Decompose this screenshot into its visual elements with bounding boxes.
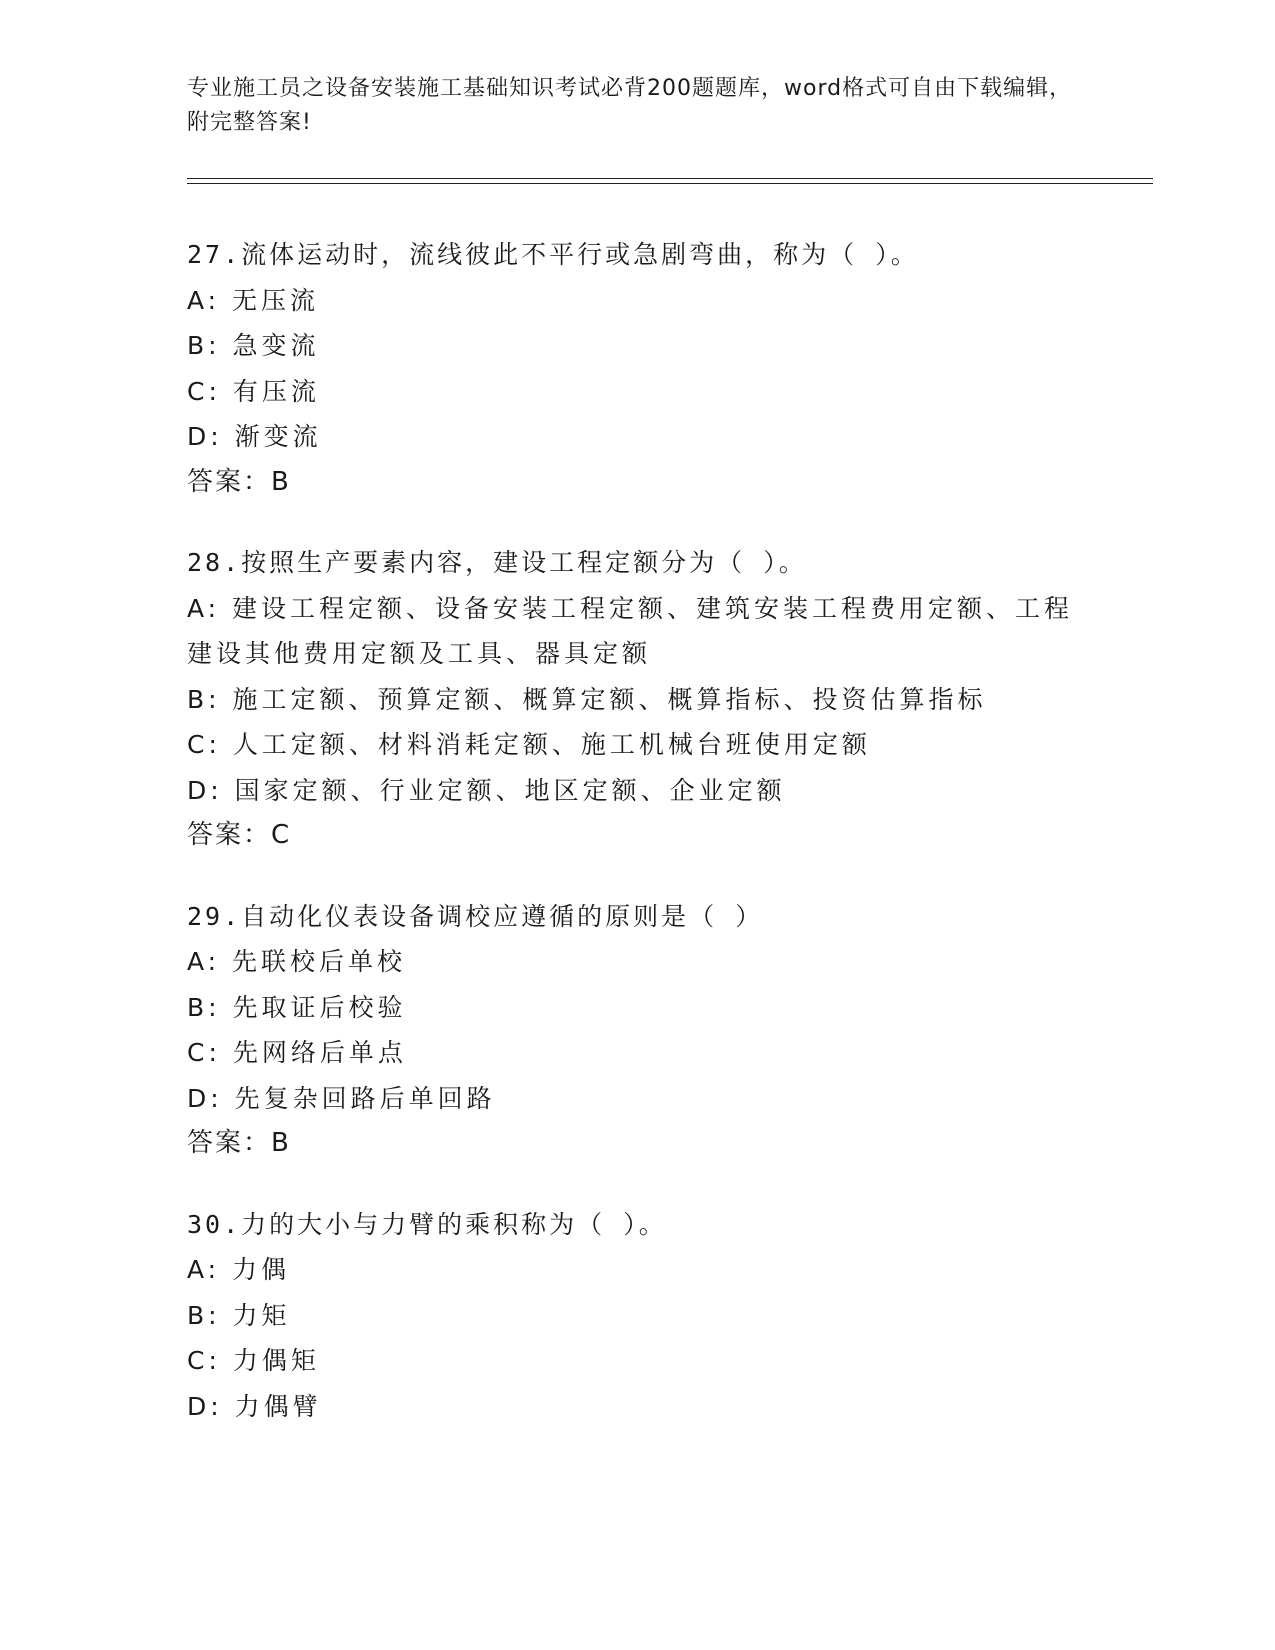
option-c: C: 人工定额、材料消耗定额、施工机械台班使用定额 <box>187 730 871 759</box>
option-a: A: 建设工程定额、设备安装工程定额、建筑安装工程费用定额、工程建设其他费用定额及工具、器具定额 <box>187 593 1074 668</box>
document-header <box>187 72 1087 140</box>
question-stem: 28.按照生产要素内容，建设工程定额分为（ ）。 <box>187 548 807 577</box>
option-c: C: 有压流 <box>187 376 320 406</box>
option-a: A: 力偶 <box>187 1255 291 1284</box>
question-list <box>187 232 1087 1464</box>
option-b: B: 施工定额、预算定额、概算定额、概算指标、投资估算指标 <box>187 684 987 714</box>
question-28 <box>187 540 1087 859</box>
question-29 <box>187 894 1087 1167</box>
header-rule-bottom <box>187 183 1153 184</box>
option-c: C: 先网络后单点 <box>187 1038 407 1067</box>
question-stem: 29.自动化仪表设备调校应遵循的原则是（ ） <box>187 901 764 931</box>
answer-line: 答案：B <box>187 466 291 497</box>
question-stem: 30.力的大小与力臂的乘积称为（ ）。 <box>187 1209 667 1239</box>
question-27 <box>187 232 1087 505</box>
option-d: D: 渐变流 <box>187 422 322 451</box>
option-c: C: 力偶矩 <box>187 1346 320 1375</box>
option-d: D: 力偶臂 <box>187 1391 322 1421</box>
document-title: 专业施工员之设备安装施工基础知识考试必背200题题库，word格式可自由下载编辑，附完整答案! <box>187 76 1073 135</box>
option-d: D: 国家定额、行业定额、地区定额、企业定额 <box>187 775 786 805</box>
option-d: D: 先复杂回路后单回路 <box>187 1083 496 1113</box>
option-b: B: 先取证后校验 <box>187 992 407 1022</box>
option-a: A: 无压流 <box>187 285 320 315</box>
answer-line: 答案：C <box>187 820 292 850</box>
option-a: A: 先联校后单校 <box>187 947 407 976</box>
option-b: B: 力矩 <box>187 1300 291 1330</box>
question-30 <box>187 1202 1087 1430</box>
header-rule-top <box>187 178 1153 179</box>
question-stem: 27.流体运动时，流线彼此不平行或急剧弯曲，称为（ ）。 <box>187 240 919 269</box>
option-b: B: 急变流 <box>187 331 320 360</box>
answer-line: 答案：B <box>187 1128 291 1158</box>
